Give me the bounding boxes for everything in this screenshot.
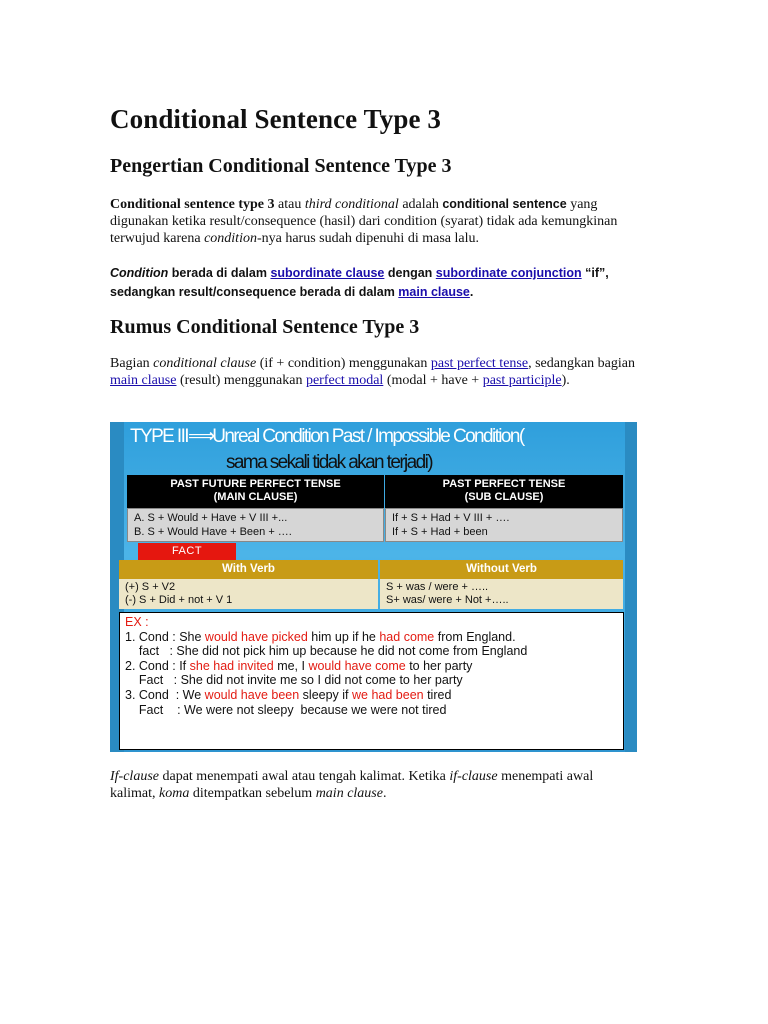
text-run: ).: [561, 372, 570, 388]
text-run: yang digunakan ketika result/consequence (hasil) dari condition (syarat) tidak ada kemungkinan terwujud karena: [110, 197, 618, 246]
formula-line: S+ was/ were + Not +…..: [386, 594, 509, 606]
italic-term: koma: [159, 786, 190, 801]
highlight-text: we had been: [352, 687, 424, 702]
text-run: to her party: [405, 658, 473, 673]
text-run: “if”, sedangkan result/consequence berada di dalam: [110, 266, 609, 299]
text-run: menempati awal kalimat,: [110, 769, 594, 801]
link-past-perfect-tense[interactable]: past perfect tense: [430, 356, 529, 371]
italic-term: If-clause: [110, 769, 159, 784]
text-run: sleepy if: [299, 687, 353, 702]
header-main-clause: [127, 475, 384, 508]
page-title: Conditional Sentence Type 3: [110, 104, 441, 134]
text-run: (if + condition) menggunakan: [256, 356, 431, 371]
text-run: 1. Cond : She: [125, 629, 205, 644]
section-heading-rumus: Rumus Conditional Sentence Type 3: [110, 316, 420, 338]
arrow-right-icon: ⟹: [187, 426, 213, 447]
example-2-cond: [125, 659, 618, 674]
link-past-participle[interactable]: past participle: [482, 372, 562, 388]
paragraph-formula: [110, 356, 640, 389]
highlight-text: had come: [379, 629, 435, 644]
italic-term: main clause: [315, 786, 383, 801]
text-run: him up if he: [307, 629, 380, 644]
with-verb-formulas: [119, 579, 378, 609]
header-with-verb: With Verb: [119, 560, 378, 579]
paragraph-condition: [110, 264, 640, 302]
figure-title-line-1: [130, 425, 524, 448]
text-run: .: [469, 285, 474, 299]
highlight-text: would have picked: [204, 629, 308, 644]
bold-term: conditional sentence: [442, 197, 567, 211]
header-without-verb: Without Verb: [380, 560, 623, 579]
italic-term: if-clause: [449, 769, 498, 784]
italic-term: conditional clause: [153, 356, 257, 371]
without-verb-formulas: [380, 579, 623, 609]
text-run: , sedangkan bagian: [528, 356, 635, 371]
sub-clause-formulas: [385, 508, 623, 542]
example-3-fact: Fact : We were not sleepy because we were not tired: [125, 702, 447, 717]
text-run: tired: [423, 687, 452, 702]
link-subordinate-clause[interactable]: subordinate clause: [270, 266, 385, 280]
text-run: atau: [274, 197, 305, 212]
header-sub-clause: [385, 475, 623, 508]
link-main-clause-2[interactable]: main clause: [110, 372, 177, 388]
text-run: 2. Cond : If: [125, 658, 190, 673]
text-run: -nya harus sudah dipenuhi di masa lalu.: [256, 231, 479, 246]
figure-title-type: TYPE III: [130, 426, 188, 447]
header-text: PAST FUTURE PERFECT TENSE: [170, 478, 341, 490]
type-3-formula-figure: [110, 422, 637, 752]
text-run: (result) menggunakan: [176, 372, 306, 388]
section-heading-pengertian: Pengertian Conditional Sentence Type 3: [110, 155, 452, 177]
text-run: ditempatkan sebelum: [189, 786, 316, 801]
link-perfect-modal[interactable]: perfect modal: [305, 372, 384, 388]
paragraph-definition: [110, 196, 640, 247]
examples-box: [119, 612, 624, 750]
formula-line: A. S + Would + Have + V III +...: [134, 512, 288, 524]
italic-term: third conditional: [304, 197, 399, 212]
text-run: dapat menempati awal atau tengah kalimat. Ketika: [158, 769, 450, 784]
figure-title-line-2: sama sekali tidak akan terjadi): [226, 452, 432, 473]
text-run: dengan: [384, 266, 436, 280]
main-clause-formulas: [127, 508, 384, 542]
link-subordinate-conjunction[interactable]: subordinate conjunction: [435, 266, 582, 280]
formula-line: (+) S + V2: [125, 581, 176, 593]
formula-line: S + was / were + …..: [386, 581, 489, 593]
text-run: me, I: [273, 658, 309, 673]
header-text: (SUB CLAUSE): [464, 491, 544, 503]
formula-line: (-) S + Did + not + V 1: [125, 594, 233, 606]
text-run: berada di dalam: [168, 266, 271, 280]
header-text: PAST PERFECT TENSE: [442, 478, 566, 490]
text-run: adalah: [398, 197, 443, 212]
highlight-text: would have been: [204, 687, 300, 702]
formula-line: If + S + Had + been: [392, 526, 488, 538]
italic-term: Condition: [110, 266, 169, 280]
fact-label: FACT: [138, 543, 236, 560]
example-2-fact: Fact : She did not invite me so I did not come to her party: [125, 673, 463, 688]
example-1-cond: [125, 630, 618, 645]
text-run: (modal + have +: [383, 372, 483, 388]
italic-term: condition: [204, 231, 257, 246]
formula-line: B. S + Would Have + Been + ….: [134, 526, 292, 538]
examples-label: EX :: [125, 615, 149, 629]
text-run: .: [382, 786, 387, 801]
paragraph-if-clause: [110, 768, 640, 802]
highlight-text: she had invited: [189, 658, 274, 673]
formula-line: If + S + Had + V III + ….: [392, 512, 510, 524]
bold-term: Conditional sentence type 3: [110, 197, 275, 212]
example-1-fact: fact : She did not pick him up because he did not come from England: [125, 644, 528, 659]
header-text: (MAIN CLAUSE): [213, 491, 298, 503]
figure-title-desc: Unreal Condition Past / Impossible Condition(: [212, 426, 524, 447]
figure-edge-right: [625, 422, 637, 752]
example-3-cond: [125, 688, 618, 703]
link-main-clause[interactable]: main clause: [398, 285, 470, 299]
text-run: from England.: [434, 629, 516, 644]
text-run: Bagian: [110, 356, 154, 371]
text-run: 3. Cond : We: [125, 687, 205, 702]
highlight-text: would have come: [308, 658, 406, 673]
